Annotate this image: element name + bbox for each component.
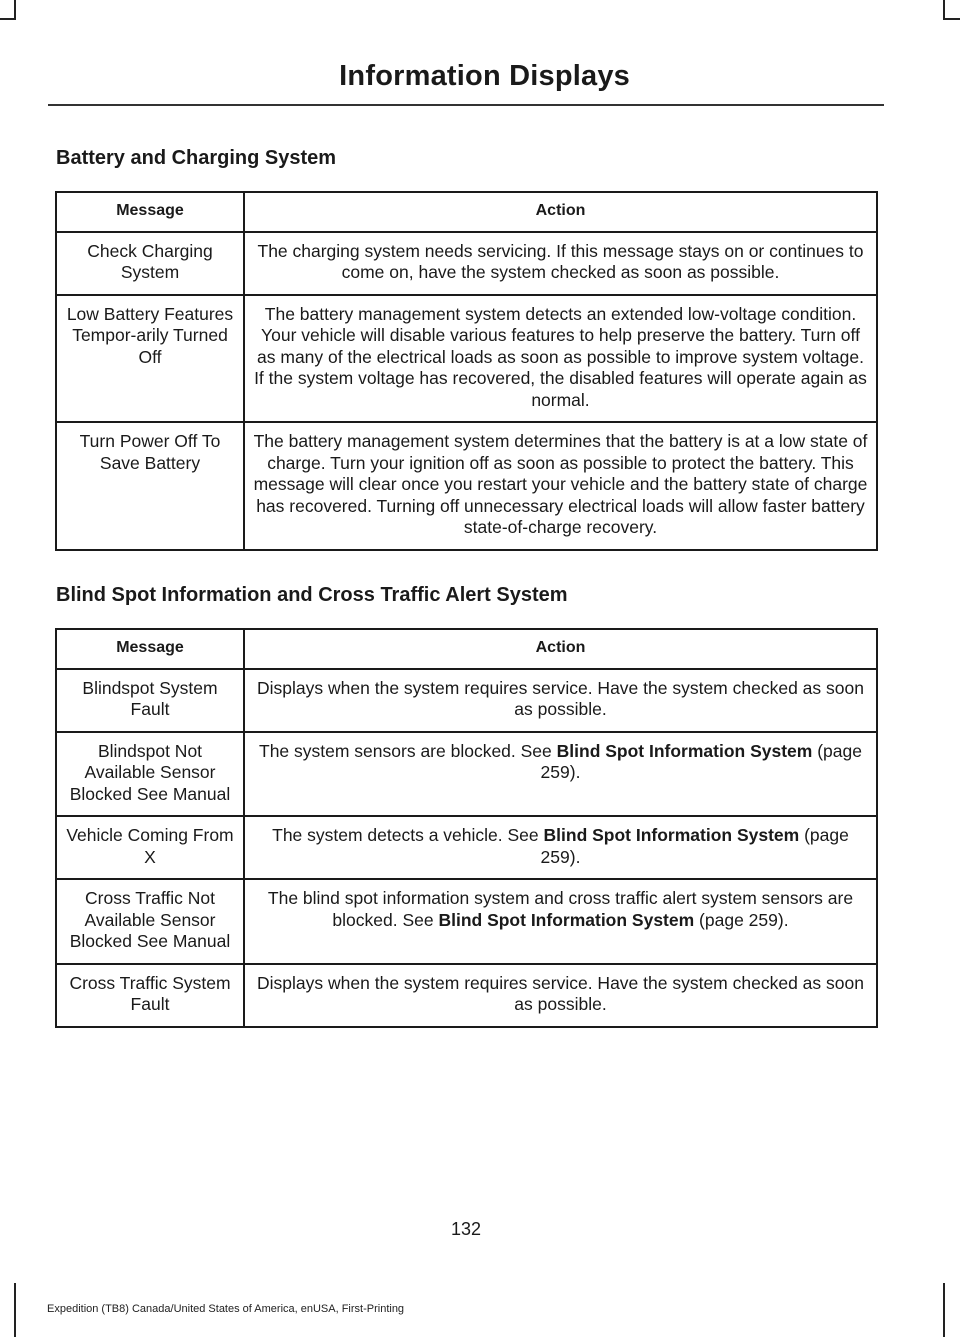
- message-cell: Cross Traffic Not Available Sensor Blocked See Manual: [56, 879, 244, 964]
- table-row: [56, 232, 877, 295]
- crop-mark: [943, 1283, 945, 1337]
- footer-text: Expedition (TB8) Canada/United States of America, enUSA, First-Printing: [47, 1303, 405, 1315]
- action-cell: The battery management system detects an extended low-voltage condition. Your vehicle will disable various features to help preserve the battery. Turn off as many of the electrical loads as soon as possible to improve system voltage. If the system voltage has recovered, the disabled features will operate again as normal.: [244, 295, 877, 423]
- table-row: [56, 816, 877, 879]
- action-cell: [244, 732, 877, 817]
- crop-mark: [943, 18, 960, 20]
- action-cell: Displays when the system requires service. Have the system checked as soon as possible.: [244, 964, 877, 1027]
- page-reference: (page 259).: [540, 825, 849, 867]
- table-header-row: [56, 629, 877, 669]
- table-row: [56, 732, 877, 817]
- column-header-action: Action: [244, 192, 877, 232]
- message-cell: Vehicle Coming From X: [56, 816, 244, 879]
- message-cell: Low Battery Features Tempor-arily Turned Off: [56, 295, 244, 423]
- blind-spot-message-table: [55, 628, 878, 1028]
- message-cell: Blindspot System Fault: [56, 669, 244, 732]
- column-header-action: Action: [244, 629, 877, 669]
- page-number: 132: [450, 1219, 482, 1239]
- section-title-blind-spot: Blind Spot Information and Cross Traffic Alert System: [56, 584, 568, 606]
- crop-mark: [0, 18, 16, 20]
- message-cell: Check Charging System: [56, 232, 244, 295]
- column-header-message: Message: [56, 192, 244, 232]
- table-row: [56, 964, 877, 1027]
- page-reference: (page 259).: [694, 909, 789, 930]
- table-row: [56, 879, 877, 964]
- action-cell: [244, 879, 877, 964]
- action-text: The system detects a vehicle. See: [272, 825, 544, 845]
- action-cell: Displays when the system requires service. Have the system checked as soon as possible.: [244, 669, 877, 732]
- battery-message-table: [55, 191, 878, 551]
- action-cell: The battery management system determines that the battery is at a low state of charge. Turn your ignition off as soon as possible to protect the battery. This message will clear once you restart your vehicle and the battery state of charge has recovered. Turning off unnecessary electrical loads will allow faster battery state-of-charge recovery.: [244, 422, 877, 550]
- cross-reference-link[interactable]: Blind Spot Information System: [543, 825, 800, 845]
- crop-mark: [14, 0, 16, 20]
- message-cell: Cross Traffic System Fault: [56, 964, 244, 1027]
- page-title: Information Displays: [339, 60, 630, 92]
- page-reference: (page 259).: [540, 740, 862, 782]
- action-cell: The charging system needs servicing. If this message stays on or continues to come on, have the system checked as soon as possible.: [244, 232, 877, 295]
- action-cell: [244, 816, 877, 879]
- action-text: The system sensors are blocked. See: [259, 740, 557, 761]
- crop-mark: [943, 0, 945, 20]
- crop-mark: [14, 1283, 16, 1337]
- table-row: [56, 295, 877, 423]
- table-row: [56, 669, 877, 732]
- cross-reference-link[interactable]: Blind Spot Information System: [438, 909, 695, 930]
- action-text: The blind spot information system and cross traffic alert system sensors are blocked. See: [267, 888, 854, 930]
- cross-reference-link[interactable]: Blind Spot Information System: [556, 740, 813, 761]
- message-cell: Blindspot Not Available Sensor Blocked See Manual: [56, 732, 244, 817]
- section-title-battery: Battery and Charging System: [56, 147, 337, 169]
- column-header-message: Message: [56, 629, 244, 669]
- table-header-row: [56, 192, 877, 232]
- header-divider: [48, 104, 884, 106]
- message-cell: Turn Power Off To Save Battery: [56, 422, 244, 550]
- table-row: [56, 422, 877, 550]
